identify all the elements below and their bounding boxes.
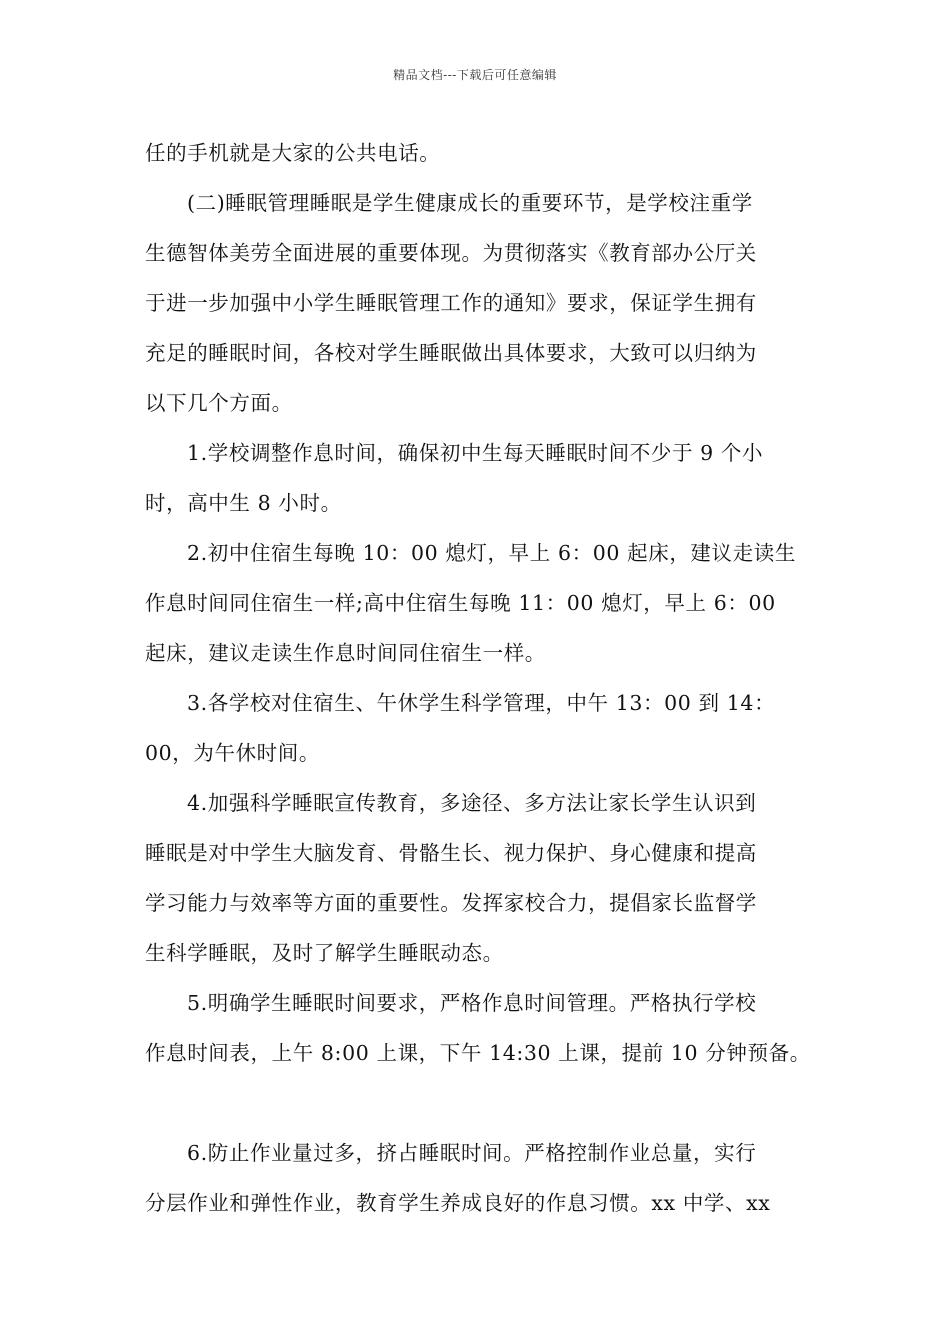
text-line: 5.明确学生睡眠时间要求，严格作息时间管理。严格执行学校	[187, 991, 757, 1015]
text-line: 学习能力与效率等方面的重要性。发挥家校合力，提倡家长监督学	[145, 891, 757, 915]
text-line: 以下几个方面。	[145, 391, 293, 415]
text-line: 00，为午休时间。	[145, 741, 320, 765]
text-line: 任的手机就是大家的公共电话。	[145, 141, 441, 165]
text-line: 1.学校调整作息时间，确保初中生每天睡眠时间不少于 9 个小	[187, 441, 764, 465]
document-body	[145, 128, 813, 1228]
text-line: 4.加强科学睡眠宣传教育，多途径、多方法让家长学生认识到	[187, 791, 757, 815]
text-line: 睡眠是对中学生大脑发育、骨骼生长、视力保护、身心健康和提高	[145, 841, 757, 865]
text-line: 2.初中住宿生每晚 10：00 熄灯，早上 6：00 起床，建议走读生	[187, 541, 796, 565]
paragraph-gap	[145, 1078, 813, 1128]
text-line: 生德智体美劳全面进展的重要体现。为贯彻落实《教育部办公厅关	[145, 241, 757, 265]
text-line: 6.防止作业量过多，挤占睡眠时间。严格控制作业总量，实行	[187, 1141, 757, 1165]
text-line: 3.各学校对住宿生、午休学生科学管理，中午 13：00 到 14：	[187, 691, 776, 715]
text-line: 于进一步加强中小学生睡眠管理工作的通知》要求，保证学生拥有	[145, 291, 757, 315]
text-line: 生科学睡眠，及时了解学生睡眠动态。	[145, 941, 504, 965]
text-line: 充足的睡眠时间，各校对学生睡眠做出具体要求，大致可以归纳为	[145, 341, 757, 365]
page-header: 精品文档---下载后可任意编辑	[393, 68, 557, 82]
text-line: 起床，建议走读生作息时间同住宿生一样。	[145, 641, 546, 665]
text-line: 作息时间表，上午 8:00 上课，下午 14:30 上课，提前 10 分钟预备。	[145, 1041, 811, 1065]
text-line: (二)睡眠管理睡眠是学生健康成长的重要环节，是学校注重学	[187, 191, 753, 215]
text-line: 作息时间同住宿生一样;高中住宿生每晚 11：00 熄灯，早上 6：00	[145, 591, 776, 615]
text-line: 分层作业和弹性作业，教育学生养成良好的作息习惯。xx 中学、xx	[145, 1191, 771, 1215]
text-line: 时，高中生 8 小时。	[145, 491, 342, 515]
